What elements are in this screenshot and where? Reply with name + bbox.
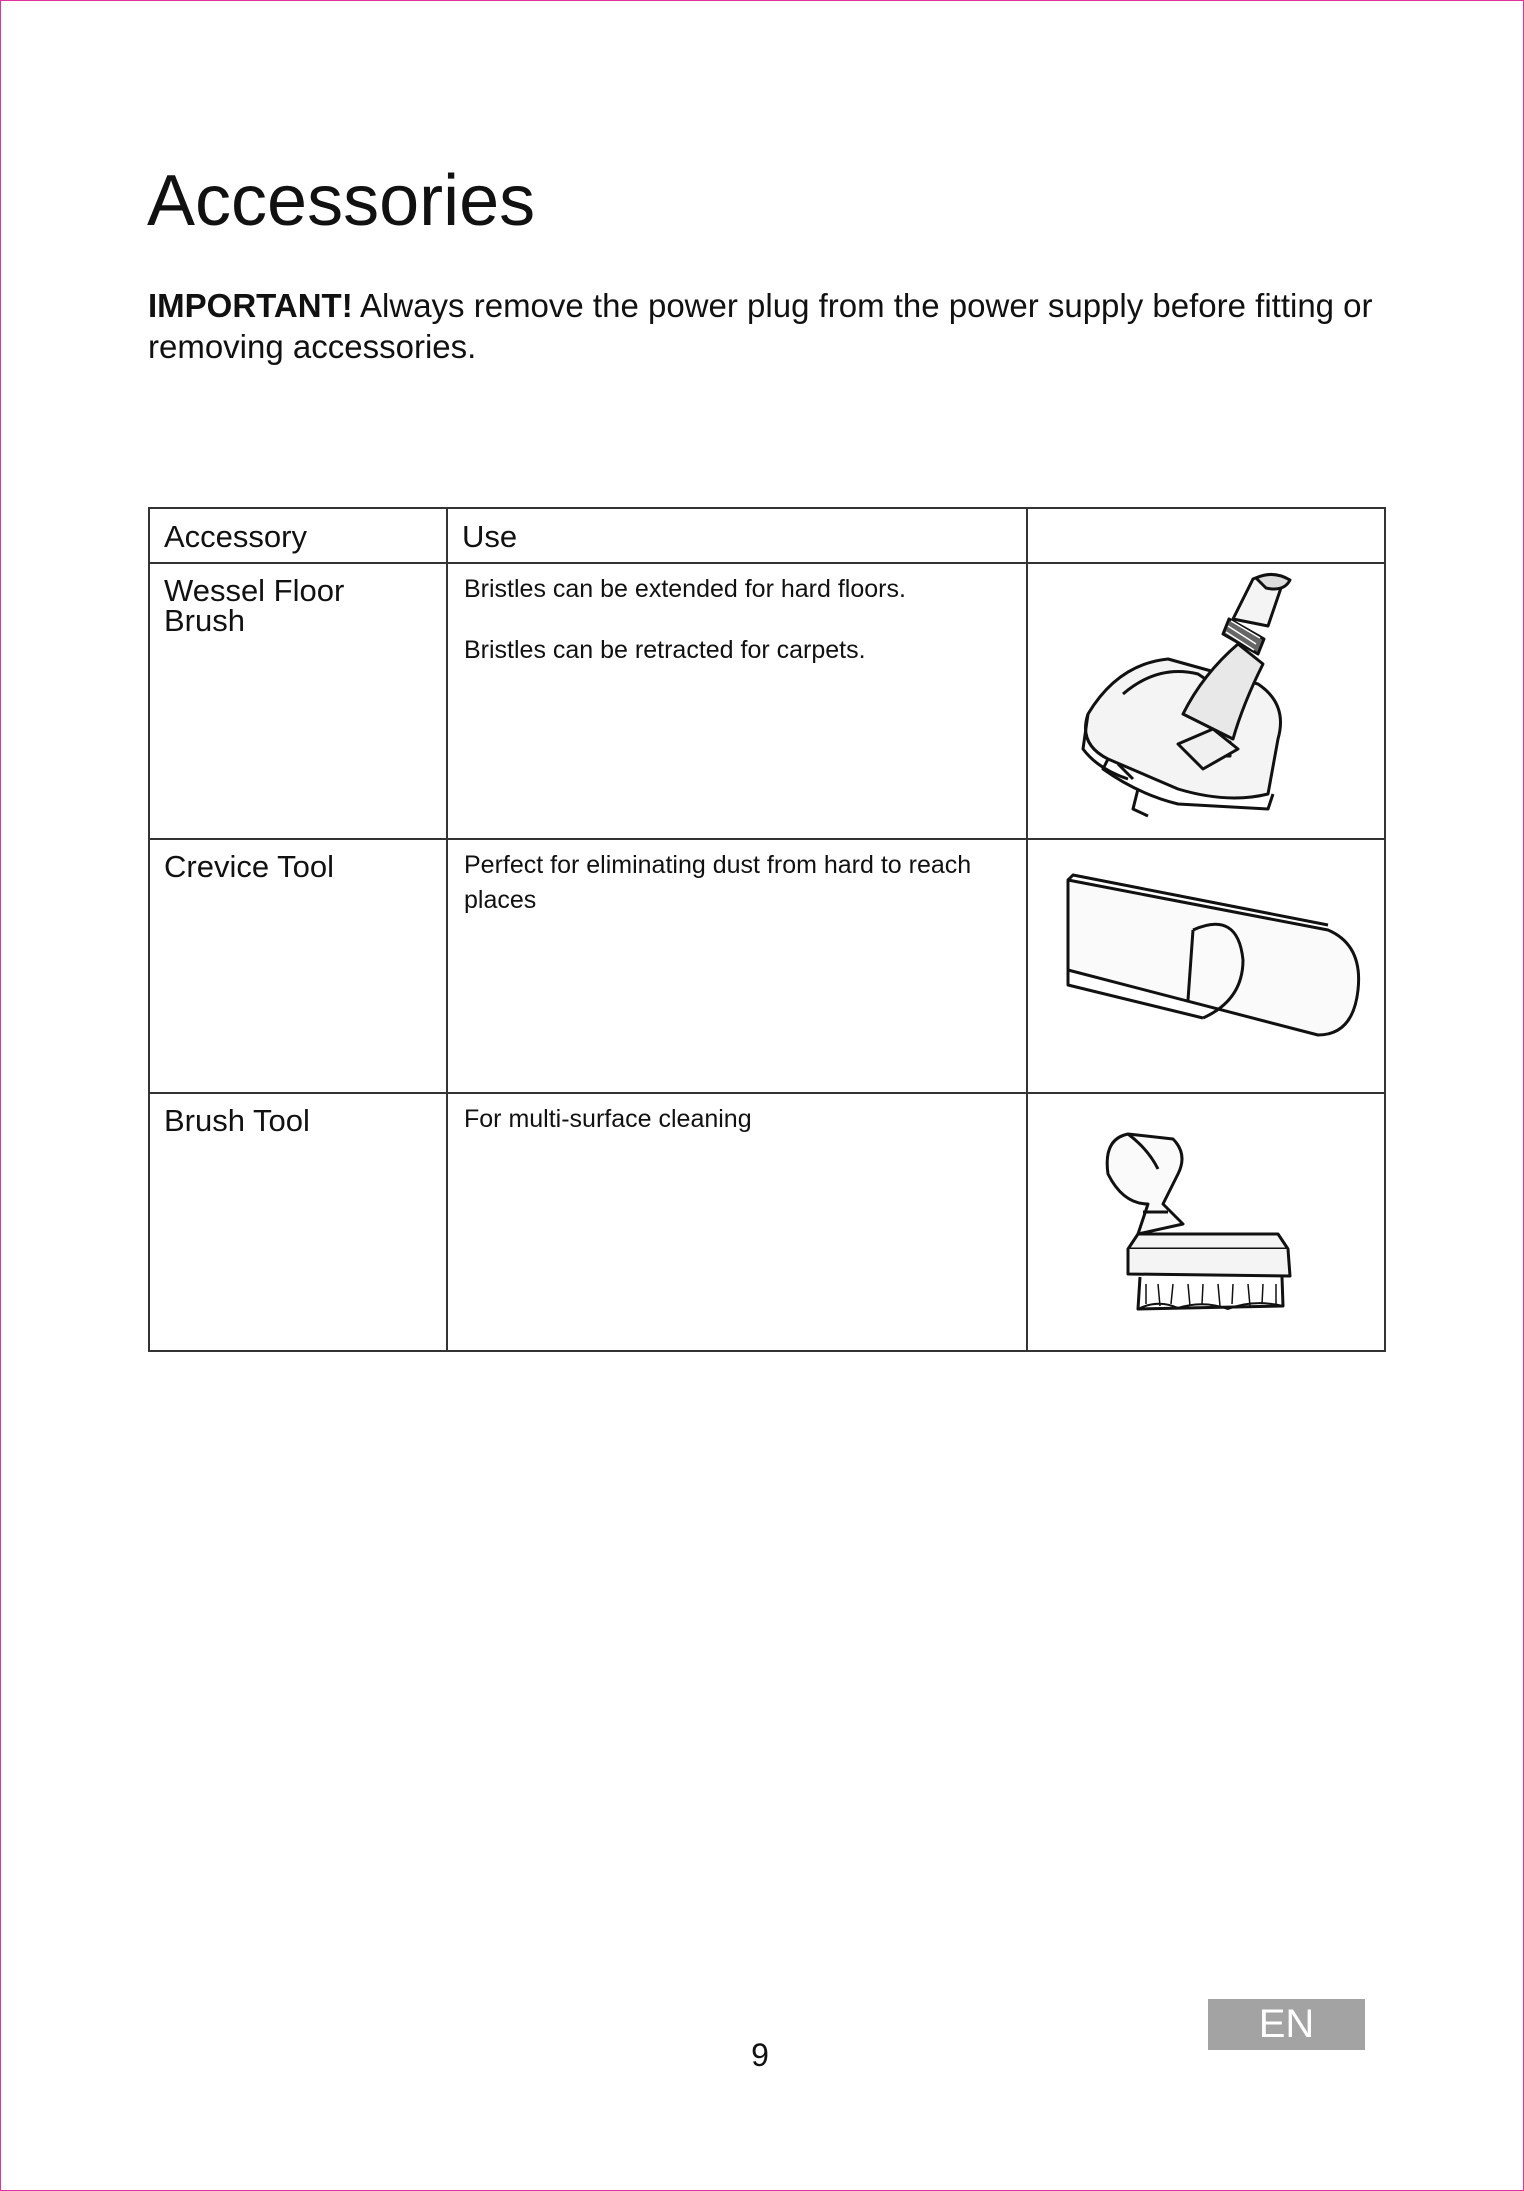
accessory-image-cell	[1027, 839, 1385, 1093]
header-accessory: Accessory	[149, 508, 447, 563]
important-notice	[148, 285, 1398, 368]
language-badge: EN	[1208, 1999, 1365, 2050]
important-text: Always remove the power plug from the power supply before fitting or removing accessories.	[148, 287, 1373, 366]
accessories-table	[148, 507, 1386, 1352]
page-number: 9	[751, 2037, 769, 2073]
table-row	[149, 1093, 1385, 1351]
accessory-use	[447, 563, 1027, 839]
use-line: Perfect for eliminating dust from hard to reach places	[464, 851, 972, 914]
accessory-use	[447, 839, 1027, 1093]
accessory-image-cell	[1027, 563, 1385, 839]
use-line: Bristles can be retracted for carpets.	[464, 636, 866, 664]
table-header-row	[149, 508, 1385, 563]
accessory-name: Wessel Floor Brush	[149, 563, 447, 839]
crevice-tool-icon	[1028, 840, 1384, 1080]
header-use: Use	[447, 508, 1027, 563]
table-row	[149, 839, 1385, 1093]
table-row	[149, 563, 1385, 839]
important-label: IMPORTANT!	[148, 287, 353, 324]
header-image	[1027, 508, 1385, 563]
page-title: Accessories	[147, 161, 536, 241]
use-line: For multi-surface cleaning	[464, 1105, 752, 1133]
accessory-name: Brush Tool	[149, 1093, 447, 1351]
brush-tool-icon	[1028, 1094, 1384, 1338]
accessory-name: Crevice Tool	[149, 839, 447, 1093]
floor-brush-icon	[1028, 564, 1384, 824]
accessory-image-cell	[1027, 1093, 1385, 1351]
use-line: Bristles can be extended for hard floors.	[464, 575, 906, 603]
accessory-use	[447, 1093, 1027, 1351]
